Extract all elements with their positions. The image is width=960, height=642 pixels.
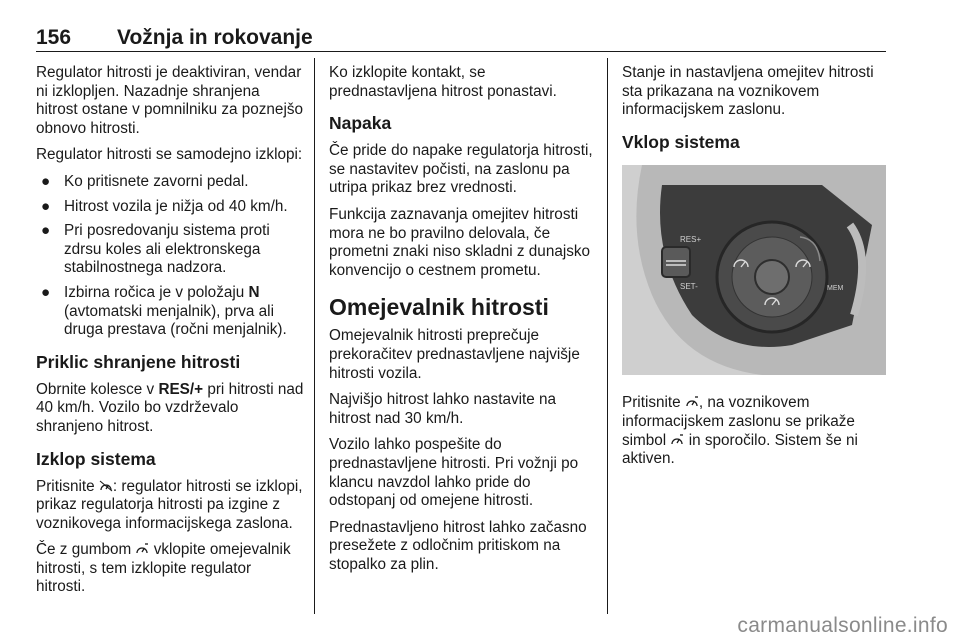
column-2 [329,64,597,582]
bullet-icon: ● [41,172,51,190]
column-divider-1 [314,58,315,614]
mem-label: MEM [827,284,844,292]
header-rule [36,51,886,52]
page-header [36,26,886,52]
paragraph: Funkcija zaznavanja omejitev hitrosti mora ne bo pravilno delovala, če prometni znaki niso skladni z dunajsko konvencijo o cestnem prometu. [329,205,591,279]
section-title: Vožnja in rokovanje [117,26,313,49]
paragraph: Pritisnite , na voznikovem informacijskem zaslonu se prikaže simbol in sporočilo. Sistem še ni aktiven. [622,394,858,468]
bullet-icon: ● [41,222,51,240]
list-item: ● Ko pritisnete zavorni pedal. [41,172,249,190]
speed-limiter-icon [670,434,684,446]
set-label: SET- [680,281,698,291]
heading-omejevalnik: Omejevalnik hitrosti [329,294,549,321]
paragraph: Če z gumbom vklopite omejevalnik hitrosti, s tem izklopite regulator hitrosti. [36,541,291,596]
paragraph: Ko izklopite kontakt, se prednastavljena hitrost ponastavi. [329,64,557,100]
subheading-priklic: Priklic shranjene hitrosti [36,351,241,372]
paragraph: Vozilo lahko pospešite do prednastavljene hitrosti. Pri vožnji po klancu navzdol lahko pride do odstopanj od omejene hitrosti. [329,436,579,510]
res-label: RES+ [680,234,702,244]
paragraph: Če pride do napake regulatorja hitrosti, se nastavitev počisti, na zaslonu pa utripa prikaz brez vrednosti. [329,142,593,197]
column-divider-2 [607,58,608,614]
paragraph: Najvišjo hitrost lahko nastavite na hitrost nad 30 km/h. [329,391,557,427]
speed-limiter-icon [135,543,149,555]
cruise-off-icon [99,480,113,492]
bullet-icon: ● [41,197,51,215]
list-item: ● Pri posredovanju sistema proti zdrsu koles ali elektronskega stabilnostnega nadzora. [41,222,270,277]
list-item: ● Hitrost vozila je nižja od 40 km/h. [41,197,288,215]
paragraph: Obrnite kolesce v RES/+ pri hitrosti nad 40 km/h. Vozilo bo vzdrževalo shranjeno hitrost. [36,380,304,435]
subheading-napaka: Napaka [329,113,392,134]
bullet-list [36,173,304,340]
bullet-icon: ● [41,283,51,301]
paragraph: Omejevalnik hitrosti preprečuje prekoračitev prednastavljene najvišje hitrosti vozila. [329,327,580,382]
paragraph: Pritisnite : regulator hitrosti se izklopi, prikaz regulatorja hitrosti pa izgine z voznikovega informacijskega zaslona. [36,477,303,532]
column-3 [622,64,890,477]
list-item: ● Izbirna ročica je v položaju N (avtomatski menjalnik), prva ali druga prestava (ročni menjalnik). [41,283,287,339]
steering-wheel-controls-figure [622,165,886,375]
paragraph: Prednastavljeno hitrost lahko začasno presežete z odločnim pritiskom na stopalko za plin. [329,518,587,573]
paragraph: Stanje in nastavljena omejitev hitrosti sta prikazana na voznikovem informacijskem zaslonu. [622,64,874,119]
paragraph: Regulator hitrosti je deaktiviran, vendar ni izklopljen. Nazadnje shranjena hitrost ostane v pomnilniku za poznejšo obnovo hitrosti. [36,64,303,137]
subheading-vklop: Vklop sistema [622,131,740,152]
subheading-izklop: Izklop sistema [36,448,156,469]
paragraph: Regulator hitrosti se samodejno izklopi: [36,146,303,164]
page-number: 156 [36,26,72,49]
speed-limiter-icon [685,396,699,408]
watermark: carmanualsonline.info [737,614,948,637]
column-1 [36,64,304,605]
